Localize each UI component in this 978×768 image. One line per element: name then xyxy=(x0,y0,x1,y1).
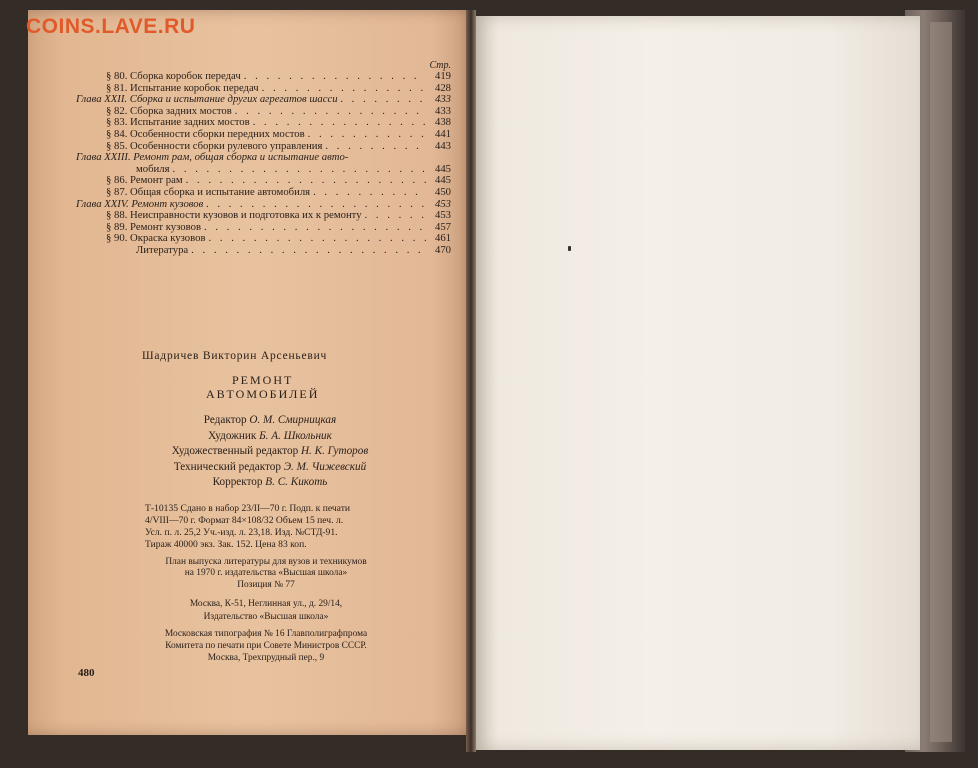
toc-leader-dots xyxy=(308,129,426,141)
toc-entry xyxy=(76,152,451,164)
publication-plan xyxy=(146,557,386,591)
toc-entry xyxy=(76,187,451,199)
toc-entry xyxy=(76,233,451,245)
toc-entry-label: § 85. Особенности сборки рулевого управления xyxy=(106,139,323,152)
book-title-line1: РЕМОНТ xyxy=(232,373,294,387)
watermark: COINS.LAVE.RU xyxy=(26,15,196,38)
imprint-line: Усл. п. л. 25,2 Уч.-изд. л. 23,18. Изд. №СТД-91. xyxy=(145,527,338,538)
toc-entry-page: 445 xyxy=(434,162,451,175)
toc-entry-page: 470 xyxy=(434,243,451,256)
toc-page-header: Стр. xyxy=(429,60,451,71)
credit-role: Художественный редактор xyxy=(171,445,299,458)
credit-role: Художник xyxy=(208,429,257,442)
toc-entry-label: Литература xyxy=(136,243,189,256)
credit-person: В. С. Кикоть xyxy=(265,476,328,489)
toc-leader-dots xyxy=(244,71,426,83)
publisher-address xyxy=(146,598,386,623)
imprint-line: Тираж 40000 экз. Зак. 152. Цена 83 коп. xyxy=(145,539,307,550)
address-line: Москва, К-51, Неглинная ул., д. 29/14, xyxy=(189,599,343,609)
toc-entry-page: 428 xyxy=(434,81,451,94)
table-of-contents xyxy=(76,60,451,257)
credit-role: Технический редактор xyxy=(173,460,281,473)
book-cover-strip xyxy=(930,22,952,742)
toc-entry-label: § 80. Сборка коробок передач xyxy=(106,70,241,82)
toc-entry xyxy=(76,210,451,222)
plan-line: План выпуска литературы для вузов и техникумов xyxy=(165,557,367,567)
toc-entry-label: § 82. Сборка задних мостов xyxy=(106,104,232,117)
toc-leader-dots xyxy=(191,245,426,257)
credit-line xyxy=(150,460,390,476)
toc-leader-dots xyxy=(209,233,427,245)
imprint-block xyxy=(145,503,385,551)
credit-person: Н. К. Гуторов xyxy=(300,445,369,458)
toc-entry-label: § 87. Общая сборка и испытание автомобиля xyxy=(106,185,311,198)
toc-rows xyxy=(76,71,451,257)
plan-line: на 1970 г. издательства «Высшая школа» xyxy=(184,568,348,579)
toc-entry-label: § 88. Неисправности кузовов и подготовка их к ремонту xyxy=(106,209,362,222)
toc-entry-label: Глава XXIV. Ремонт кузовов xyxy=(76,197,204,210)
toc-entry-page: 443 xyxy=(434,139,451,152)
toc-entry-page: 441 xyxy=(434,127,451,140)
ink-spot xyxy=(568,246,571,251)
imprint-line: 4/VIII—70 г. Формат 84×108/32 Объем 15 печ. л. xyxy=(145,515,344,526)
toc-leader-dots xyxy=(173,164,426,176)
author-name: Шадричев Викторин Арсеньевич xyxy=(142,350,328,362)
toc-entry-label: Глава XXIII. Ремонт рам, общая сборка и испытание авто- xyxy=(76,151,349,164)
toc-leader-dots xyxy=(341,94,426,106)
toc-entry-page: 433 xyxy=(434,104,451,117)
toc-entry-label: Глава XXII. Сборка и испытание других агрегатов шасси xyxy=(76,93,338,106)
credit-role: Редактор xyxy=(203,414,247,426)
credit-line xyxy=(150,429,390,445)
toc-entry xyxy=(76,71,451,83)
toc-entry-label: мобиля xyxy=(136,162,170,175)
toc-entry-page: 438 xyxy=(434,116,451,129)
toc-entry-label: § 89. Ремонт кузовов xyxy=(106,220,202,233)
toc-entry-label: § 83. Испытание задних мостов xyxy=(106,116,250,129)
toc-leader-dots xyxy=(204,222,426,234)
toc-entry-page: 461 xyxy=(434,232,451,245)
toc-entry-page: 453 xyxy=(434,197,451,210)
toc-leader-dots xyxy=(313,187,426,199)
credits-block xyxy=(150,413,390,491)
toc-leader-dots xyxy=(235,106,426,118)
credit-person: Б. А. Школьник xyxy=(259,429,332,442)
page-number: 480 xyxy=(78,667,95,679)
toc-leader-dots xyxy=(365,210,426,222)
book-gutter xyxy=(466,10,476,752)
toc-entry-page: 419 xyxy=(434,70,451,82)
credit-line xyxy=(150,413,390,429)
right-page-blank xyxy=(472,16,920,750)
toc-entry-label: § 90. Окраска кузовов xyxy=(106,232,206,245)
credit-person: О. М. Смирницкая xyxy=(249,414,337,426)
toc-entry-page: 445 xyxy=(434,174,451,187)
printer-line: Москва, Трехпрудный пер., 9 xyxy=(207,653,325,664)
credit-role: Корректор xyxy=(212,476,263,489)
printer-line: Московская типография № 16 Главполиграфпрома xyxy=(164,629,368,639)
printer-info xyxy=(146,628,386,665)
toc-entry-page: 457 xyxy=(434,220,451,233)
toc-entry xyxy=(76,129,451,141)
credit-person: Э. М. Чижевский xyxy=(283,460,367,473)
book-title-line2: АВТОМОБИЛЕЙ xyxy=(206,387,320,401)
toc-entry-label: § 86. Ремонт рам xyxy=(106,174,183,187)
toc-entry-page: 433 xyxy=(434,93,451,106)
credit-line xyxy=(150,444,390,460)
toc-entry-page: 450 xyxy=(434,185,451,198)
address-line: Издательство «Высшая школа» xyxy=(203,611,329,622)
imprint-line: Т-10135 Сдано в набор 23/II—70 г. Подп. к печати xyxy=(145,503,351,514)
printer-line: Комитета по печати при Совете Министров СССР. xyxy=(165,641,367,652)
toc-entry-label: § 81. Испытание коробок передач xyxy=(106,81,259,94)
credit-line xyxy=(150,475,390,491)
toc-entry xyxy=(76,245,451,257)
plan-line: Позиция № 77 xyxy=(237,579,295,590)
toc-entry-page: 453 xyxy=(434,209,451,222)
toc-entry-label: § 84. Особенности сборки передних мостов xyxy=(106,127,305,140)
